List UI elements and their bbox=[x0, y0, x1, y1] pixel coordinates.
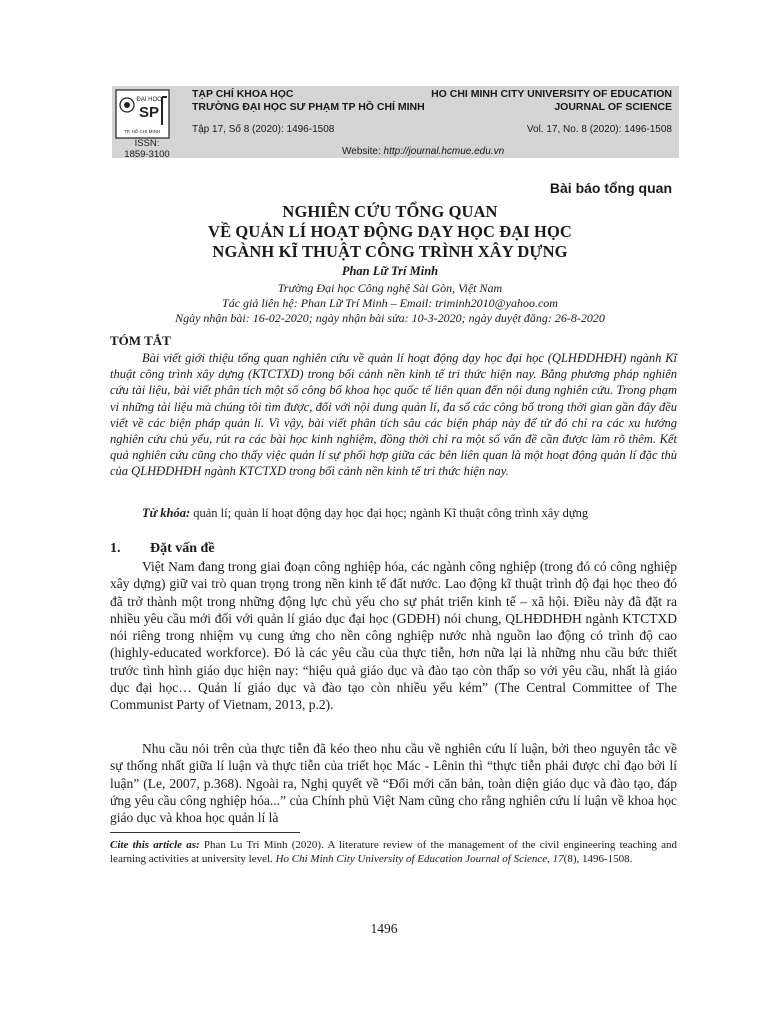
abstract-heading: TÓM TẮT bbox=[110, 333, 171, 348]
title-line-2: VỀ QUẢN LÍ HOẠT ĐỘNG DẠY HỌC ĐẠI HỌC bbox=[208, 222, 572, 241]
citation-footnote bbox=[110, 838, 677, 866]
author-name: Phan Lữ Trí Minh bbox=[341, 264, 439, 278]
journal-website bbox=[342, 146, 504, 157]
issn-value: 1859-3100 bbox=[124, 149, 170, 160]
journal-name-en-line2: JOURNAL OF SCIENCE bbox=[554, 101, 672, 113]
journal-name-vn-line1: TẠP CHÍ KHOA HỌC bbox=[192, 88, 294, 100]
logo-text-bottom: TP. HỒ CHÍ MINH bbox=[123, 129, 161, 134]
author-affiliation: Trường Đại học Công nghệ Sài Gòn, Việt Nam bbox=[277, 281, 503, 295]
citation-journal: Ho Chi Minh City University of Education Journal of Science, 17 bbox=[275, 853, 564, 865]
title-line-1: NGHIÊN CỨU TỔNG QUAN bbox=[282, 202, 498, 221]
keywords-list: quản lí; quản lí hoạt động dạy học đại học; ngành Kĩ thuật công trình xây dựng bbox=[190, 506, 589, 520]
journal-name-en-line1: HO CHI MINH CITY UNIVERSITY OF EDUCATION bbox=[431, 88, 672, 100]
website-label: Website: bbox=[342, 146, 381, 157]
citation-label: Cite this article as: bbox=[110, 839, 200, 851]
corresponding-author: Tác giả liên hệ: Phan Lữ Trí Minh – Email: triminh2010@yahoo.com bbox=[222, 296, 558, 310]
journal-name-vn-line2: TRƯỜNG ĐẠI HỌC SƯ PHẠM TP HỒ CHÍ MINH bbox=[192, 101, 425, 113]
section-number: 1. bbox=[110, 541, 121, 556]
volume-en: Vol. 17, No. 8 (2020): 1496-1508 bbox=[526, 124, 672, 135]
issn bbox=[114, 138, 180, 160]
body-paragraph-2: Nhu cầu nói trên của thực tiễn đã kéo theo nhu cầu về nghiên cứu lí luận, bởi theo nguyên tắc về sự thống nhất giữa lí luận và thực tiễn của triết học Mác - Lênin thì “thực tiễn phải được chỉ đạo bởi lí luận” (Le, 2007, p.368). Ngoài ra, Nghị quyết về “Đổi mới căn bản, toàn diện giáo dục và đào tạo, đáp ứng yêu cầu công nghiệp hóa...” của Chính phủ Việt Nam cũng cho rằng nghiên cứu lí luận về khoa học giáo dục và khoa học quản lí là bbox=[110, 741, 677, 826]
section-heading bbox=[110, 541, 215, 557]
page-number: 1496 bbox=[370, 921, 398, 936]
keywords bbox=[142, 506, 588, 521]
abstract-text: Bài viết giới thiệu tổng quan nghiên cứu về quản lí hoạt động dạy học đại học (QLHĐDHĐH) ngành Kĩ thuật công trình xây dựng (KTCTXD) trong bối cảnh nền kinh tế tri thức hiện nay. Bằng phương pháp nghiên cứu tài liệu, bài viết phân tích một số công bố khoa học quốc tế liên quan đến nội dung nghiên cứu. Trong phạm vi những tài liệu mà chúng tôi tìm được, đối với nội dung quản lí, đa số các công bố trong thời gian gần đây đều viết về các biện pháp quản lí. Vì vậy, bài viết phân tích sâu các biện pháp này để từ đó chỉ ra các xu hướng nghiên cứu chủ yếu, rút ra các bài học kinh nghiệm, đồng thời chỉ ra một số vấn đề cần được làm rõ thêm. Kết quả nghiên cứu cũng cho thấy việc quản lí sự phối hợp giữa các bên liên quan là một hoạt động quản lí đặc thù của QLHĐDHĐH ngành KTCTXD trong bối cảnh nền kinh tế tri thức hiện nay. bbox=[110, 351, 677, 479]
citation-issue: (8), 1496-1508. bbox=[563, 853, 633, 865]
footnote-divider bbox=[110, 832, 300, 833]
article-type: Bài báo tổng quan bbox=[549, 180, 672, 196]
submission-dates: Ngày nhận bài: 16-02-2020; ngày nhận bài sửa: 10-3-2020; ngày duyệt đăng: 26-8-2020 bbox=[175, 311, 605, 325]
website-link[interactable]: http://journal.hcmue.edu.vn bbox=[383, 146, 505, 157]
volume-vn: Tập 17, Số 8 (2020): 1496-1508 bbox=[192, 124, 335, 135]
keywords-label: Từ khóa: bbox=[142, 506, 191, 520]
section-title: Đặt vấn đề bbox=[150, 541, 215, 556]
body-paragraph-1: Việt Nam đang trong giai đoạn công nghiệp hóa, các ngành công nghiệp (trong đó có công nghiệp xây dựng) giữ vai trò quan trọng trong nền kinh tế đất nước. Lao động kĩ thuật trình độ đại học theo đó đã trở thành một trong những động lực chủ yếu cho sự phát triển kinh tế – xã hội. Điều này đã đặt ra nhiều yêu cầu mới đối với quản lí giáo dục đại học (GDĐH) nói chung, QLHĐDHĐH ngành KTCTXD nói riêng trong nhiệm vụ cung ứng cho nền công nghiệp nước nhà nguồn lao động có trình độ cao (highly-educated workforce). Đó là các yêu cầu của thực tiễn, hơn nữa lại là những nhu cầu bức thiết trước tình hình giáo dục hiện nay: “hiệu quả giáo dục và đào tạo còn thấp so với yêu cầu, nhất là giáo dục đại học… Quản lí giáo dục và đào tạo còn nhiều yếu kém” (The Central Committee of The Communist Party of Vietnam, 2013, p.2). bbox=[110, 559, 677, 713]
logo-text-mid: SP bbox=[138, 104, 160, 121]
title-line-3: NGÀNH KĨ THUẬT CÔNG TRÌNH XÂY DỰNG bbox=[212, 242, 568, 261]
issn-label: ISSN: bbox=[134, 138, 160, 149]
citation-text: Phan Lu Tri Minh (2020). A literature review of the management of the civil engineering teaching and learning activities at university level. bbox=[110, 839, 678, 865]
logo-text-top: ĐẠI HỌC bbox=[136, 97, 162, 103]
university-logo-icon bbox=[115, 89, 170, 139]
